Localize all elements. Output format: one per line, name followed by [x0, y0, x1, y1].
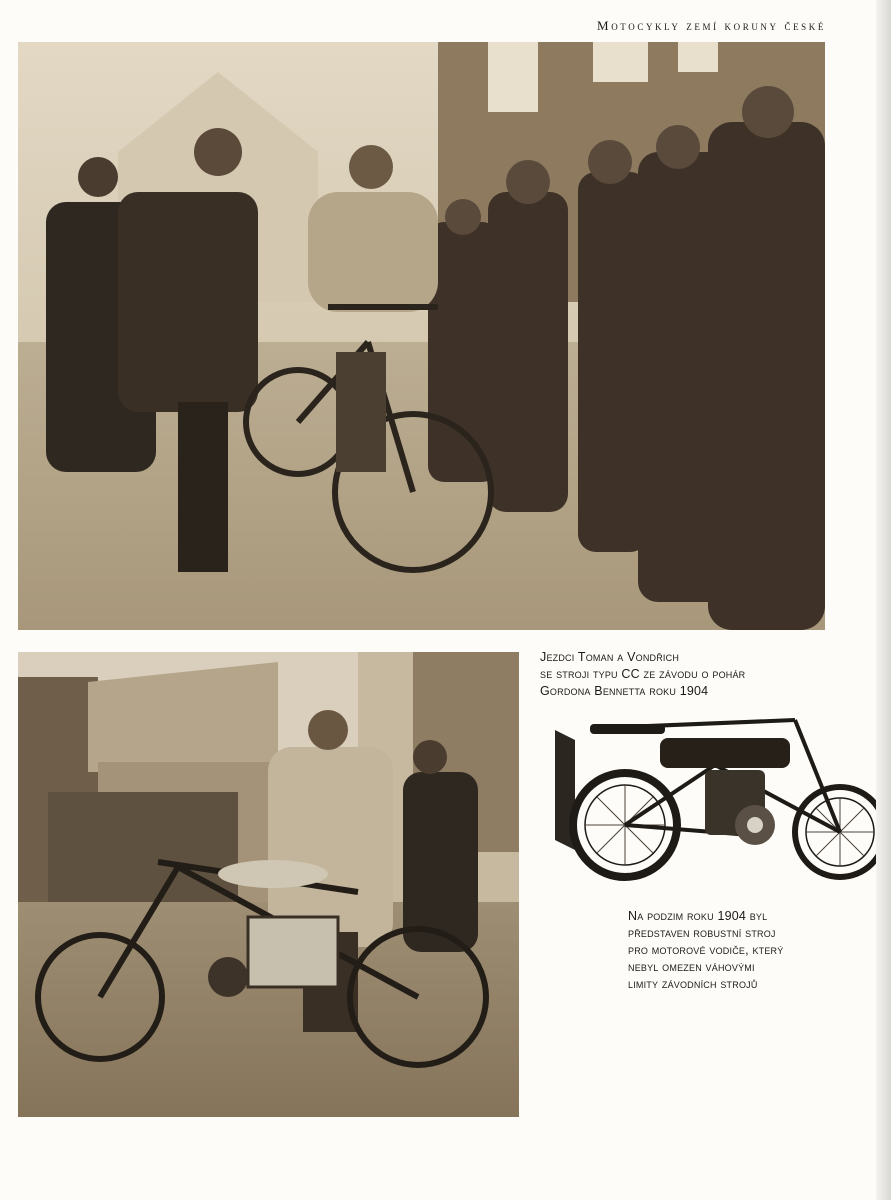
race-crowd-illustration [18, 42, 825, 630]
motorcycle-illustration [540, 710, 880, 890]
photo-courtyard-motorcycle [18, 652, 519, 1117]
caption-line: pro motorové vodiče, který [628, 943, 784, 957]
running-head: Motocykly zemí koruny české [597, 18, 826, 33]
courtyard-illustration [18, 652, 519, 1117]
caption-race-riders [540, 649, 745, 700]
caption-line: nebyl omezen váhovými [628, 960, 755, 974]
caption-line: limity závodních strojů [628, 977, 758, 991]
caption-line: Gordona Bennetta roku 1904 [540, 684, 709, 698]
caption-line: představen robustní stroj [628, 926, 776, 940]
photo-race-crowd [18, 42, 825, 630]
caption-line: se stroji typu CC ze závodu o pohár [540, 667, 746, 681]
caption-line: Jezdci Toman a Vondřich [540, 650, 680, 664]
caption-robust-machine [628, 908, 783, 993]
page-edge-shadow [876, 0, 891, 1200]
motorcycle-drawing [540, 710, 880, 890]
caption-line: Na podzim roku 1904 byl [628, 909, 768, 923]
